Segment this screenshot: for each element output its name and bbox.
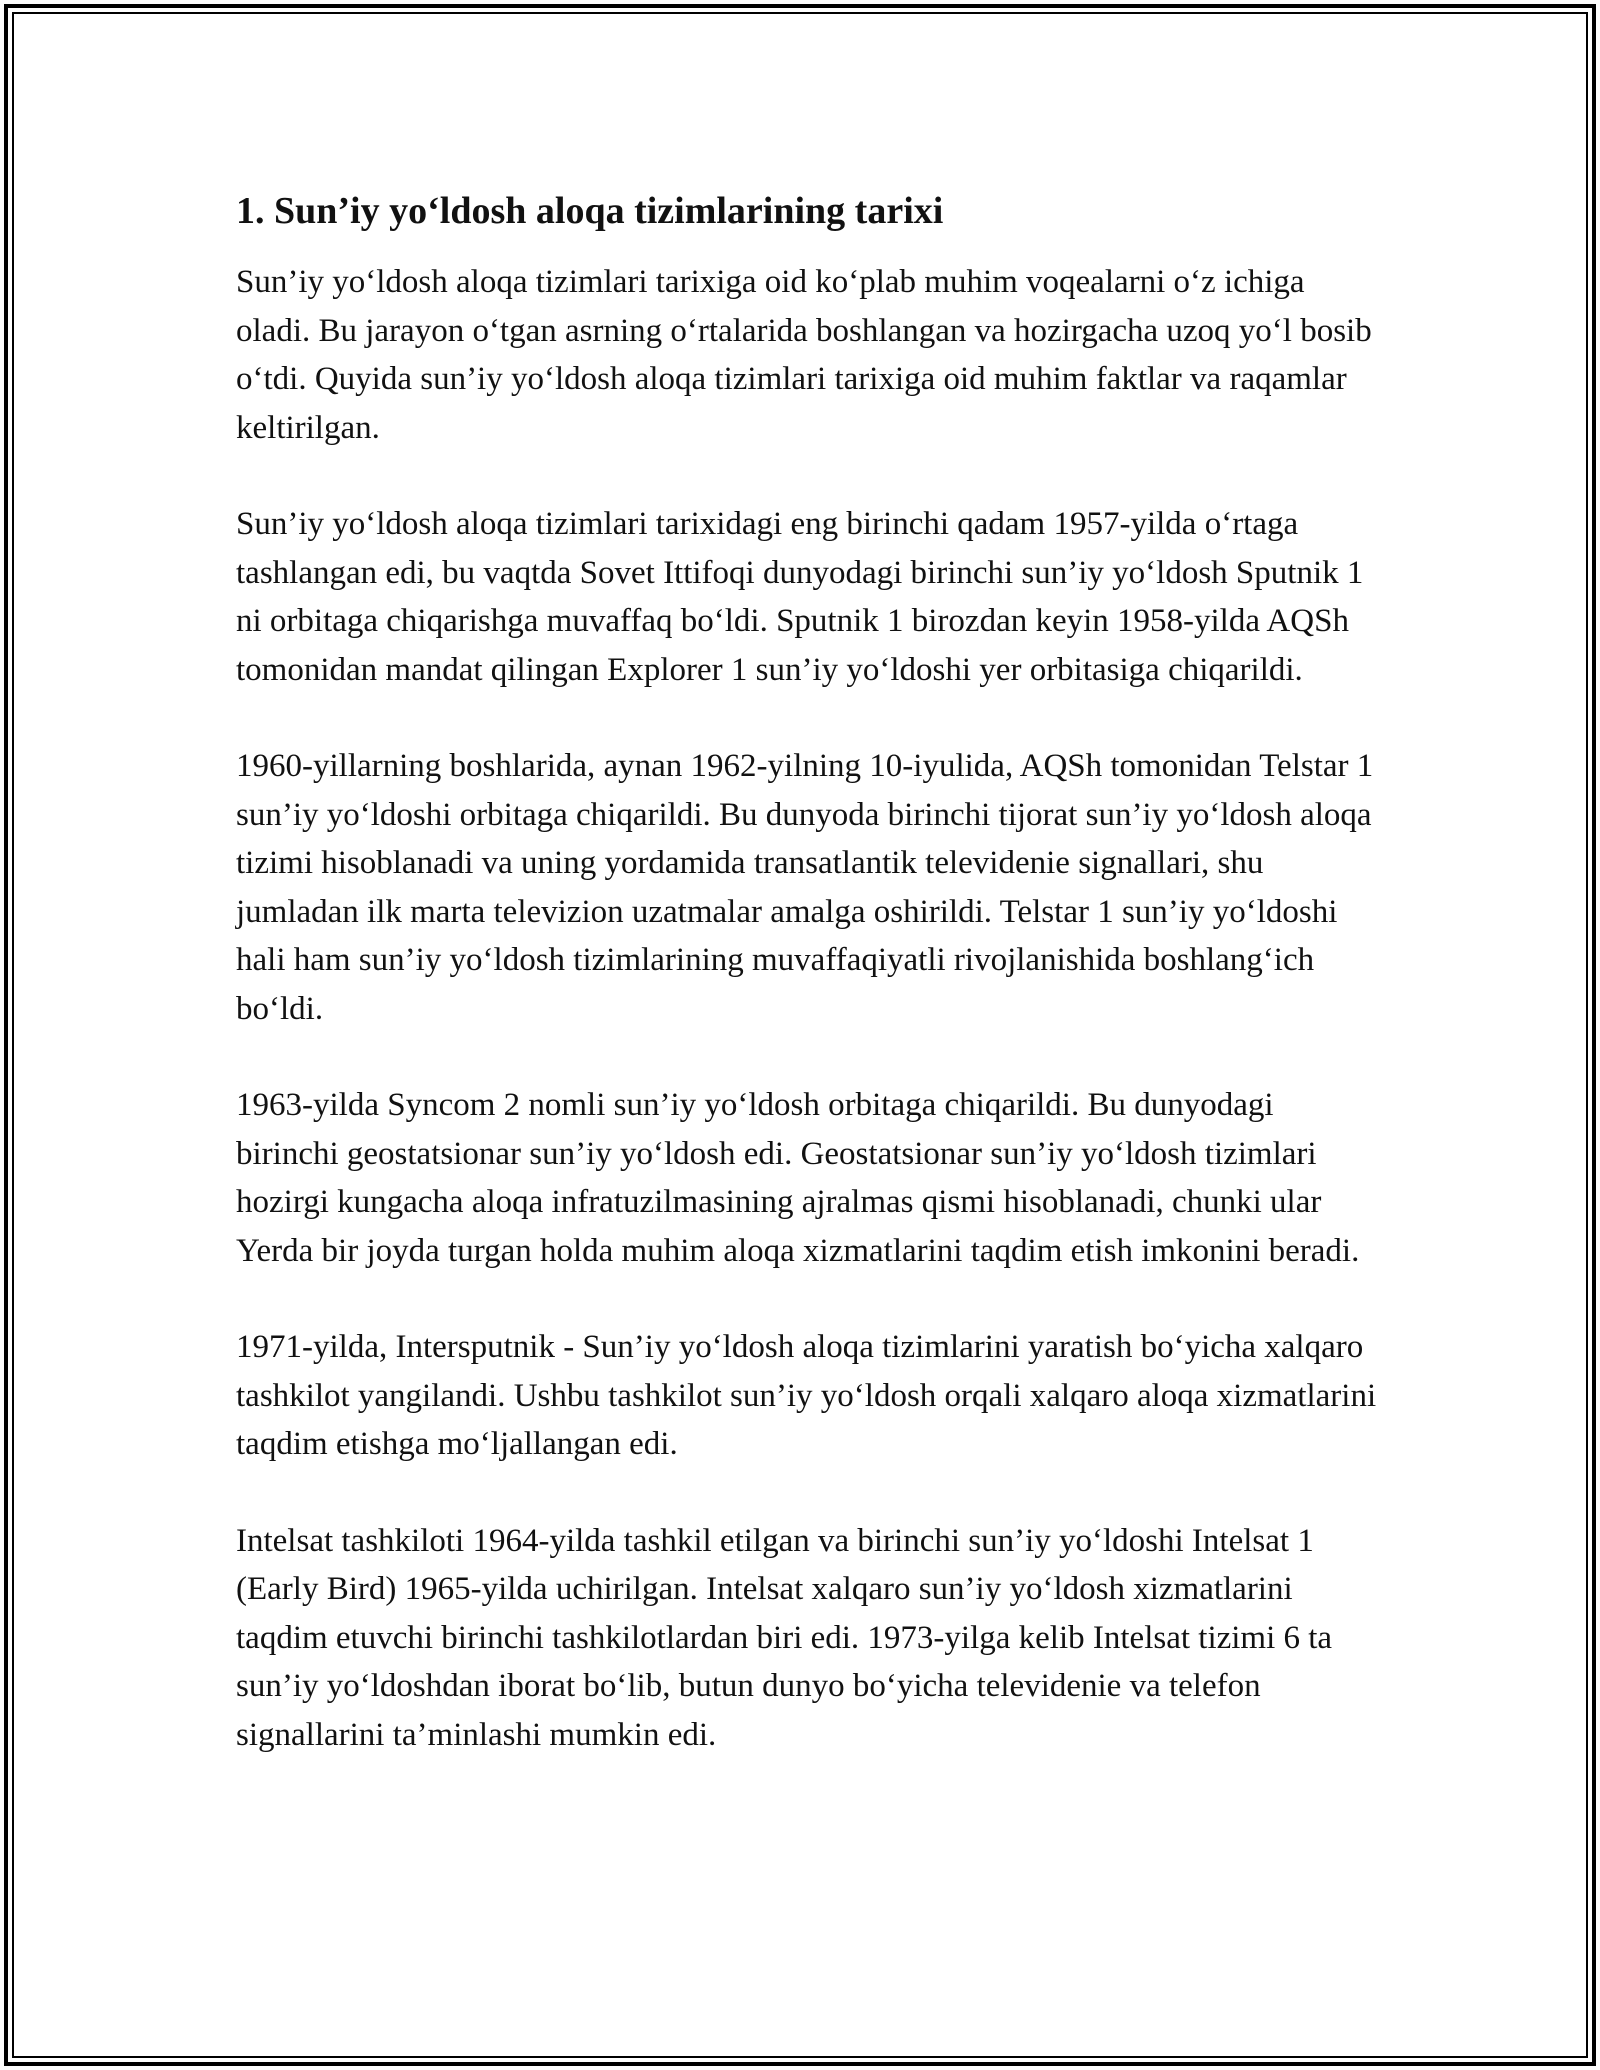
paragraph-telstar: 1960-yillarning boshlarida, aynan 1962-yilning 10-iyulida, AQSh tomonidan Telstar 1 sun’iy yo‘ldoshi orbitaga chiqarildi. Bu dunyoda birinchi tijorat sun’iy yo‘ldosh aloqa tizimi hisoblanadi va uning yordamida transatlantik televidenie signallari, shu jumladan ilk marta televizion uzatmalar amalga oshirildi. Telstar 1 sun’iy yo‘ldoshi hali ham sun’iy yo‘ldosh tizimlarining muvaffaqiyatli rivojlanishida boshlang‘ich bo‘ldi. — [236, 748, 1374, 1027]
paragraph-sputnik: Sun’iy yo‘ldosh aloqa tizimlari tarixidagi eng birinchi qadam 1957-yilda o‘rtaga tashlangan edi, bu vaqtda Sovet Ittifoqi dunyodagi birinchi sun’iy yo‘ldosh Sputnik 1 ni orbitaga chiqarishga muvaffaq bo‘ldi. Sputnik 1 birozdan keyin 1958-yilda AQSh tomonidan mandat qilingan Explorer 1 sun’iy yo‘ldoshi yer orbitasiga chiqarildi. — [236, 506, 1364, 688]
paragraph-syncom: 1963-yilda Syncom 2 nomli sun’iy yo‘ldosh orbitaga chiqarildi. Bu dunyodagi birinchi geostatsionar sun’iy yo‘ldosh edi. Geostatsionar sun’iy yo‘ldosh tizimlari hozirgi kungacha aloqa infratuzilmasining ajralmas qismi hisoblanadi, chunki ular Yerda bir joyda turgan holda muhim aloqa xizmatlarini taqdim etish imkonini beradi. — [236, 1087, 1360, 1269]
paragraph-intro: Sun’iy yo‘ldosh aloqa tizimlari tarixiga oid ko‘plab muhim voqealarni o‘z ichiga oladi. Bu jarayon o‘tgan asrning o‘rtalarida boshlangan va hozirgacha uzoq yo‘l bosib o‘tdi. Quyida sun’iy yo‘ldosh aloqa tizimlari tarixiga oid muhim faktlar va raqamlar keltirilgan. — [236, 264, 1372, 446]
paragraph-intersputnik: 1971-yilda, Intersputnik - Sun’iy yo‘ldosh aloqa tizimlarini yaratish bo‘yicha xalqaro tashkilot yangilandi. Ushbu tashkilot sun’iy yo‘ldosh orqali xalqaro aloqa xizmatlarini taqdim etishga mo‘ljallangan edi. — [236, 1329, 1377, 1462]
paragraph-intelsat: Intelsat tashkiloti 1964-yilda tashkil etilgan va birinchi sun’iy yo‘ldoshi Intelsat 1 (Early Bird) 1965-yilda uchirilgan. Intelsat xalqaro sun’iy yo‘ldosh xizmatlarini taqdim etuvchi birinchi tashkilotlardan biri edi. 1973-yilga kelib Intelsat tizimi 6 ta sun’iy yo‘ldoshdan iborat bo‘lib, butun dunyo bo‘yicha televidenie va telefon signallarini ta’minlashi mumkin edi. — [236, 1522, 1333, 1753]
document-body — [236, 186, 1380, 1807]
section-heading: 1. Sun’iy yo‘ldosh aloqa tizimlarining tarixi — [236, 190, 944, 232]
